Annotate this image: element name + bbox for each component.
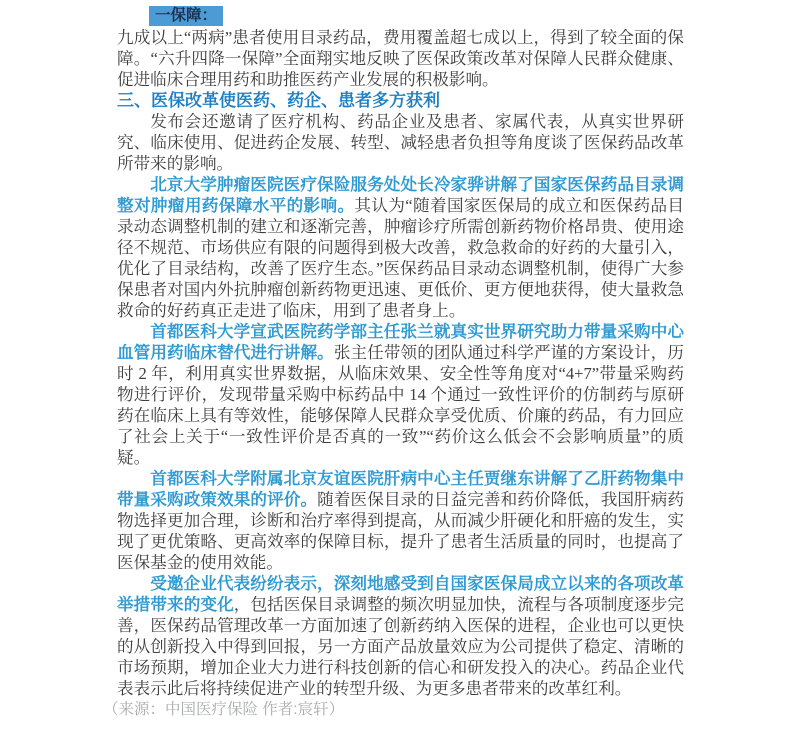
- paragraph-text: 九成以上“两病”患者使用目录药品，费用覆盖超七成以上，得到了较全面的保障。“六升四降一保障”全面翔实地反映了医保政策改革对保障人民群众健康、促进临床合理用药和助推医药产业发展的积极影响。: [117, 28, 684, 89]
- paragraph-xuanwu-hospital: [117, 321, 684, 468]
- paragraph-pku-cancer-hospital: [117, 174, 684, 321]
- highlight-badge-line: [117, 6, 684, 27]
- speaker-lead: 受邀企业代表纷纷表示，深刻地感受到自国家医保局成立以来的各项改革举措带来的变化: [117, 574, 684, 614]
- paragraph-text: 发布会还邀请了医疗机构、药品企业及患者、家属代表，从真实世界研究、临床使用、促进药企发展、转型、减轻患者负担等角度谈了医保药品改革所带来的影响。: [117, 112, 684, 173]
- paragraph-text: 张主任带领的团队通过科学严谨的方案设计，历时 2 年，利用真实世界数据，从临床效果、安全性等角度对“4+7”带量采购药物进行评价，发现带量采购中标药品中 14 个通过一致性评价的仿制药与原研药在临床上具有等效性，能够保障人民群众享受优质、价廉的药品，有力回应了社会上关于“一致性评价是否真的一致”“药价这么低会不会影响质量”的质疑。: [117, 343, 685, 467]
- paragraph-press-conference: [117, 111, 684, 174]
- paragraph-friendship-hospital: [117, 468, 684, 573]
- speaker-lead: 首都医科大学附属北京友谊医院肝病中心主任贾继东讲解了乙肝药物集中带量采购政策效果的评价。: [117, 469, 684, 509]
- paragraph-text: 随着医保目录的日益完善和药价降低，我国肝病药物选择更加合理，诊断和治疗率得到提高，从而减少肝硬化和肝癌的发生，实现了更优策略、更高效率的保障目标，提升了患者生活质量的同时，也提高了医保基金的使用效能。: [117, 490, 685, 572]
- source-line: （来源：中国医疗保险 作者:宸轩）: [103, 701, 345, 718]
- section-heading: 三、医保改革使医药、药企、患者多方获利: [117, 91, 440, 110]
- paragraph-text: ，包括医保目录调整的频次明显加快，流程与各项制度逐步完善，医保药品管理改革一方面加速了创新药纳入医保的进程，企业也可以更快的从创新投入中得到回报，另一方面产品放量效应为公司提供了稳定、清晰的市场预期，增加企业大力进行科技创新的信心和研发投入的决心。药品企业代表表示此后将持续促进产业的转型升级、为更多患者带来的改革红利。: [117, 595, 685, 698]
- paragraph-text: 其认为“随着国家医保局的成立和医保药品目录动态调整机制的建立和逐渐完善，肿瘤诊疗所需创新药物价格昂贵、使用途径不规范、市场供应有限的问题得到极大改善，救急救命的好药的大量引入，优化了目录结构，改善了医疗生态。”医保药品目录动态调整机制，使得广大参保患者对国内外抗肿瘤创新药物更迅速、更低价、更方便地获得，使大量救急救命的好药真正走进了临床，用到了患者身上。: [117, 196, 684, 320]
- intro-paragraph: [117, 27, 684, 90]
- speaker-lead: 北京大学肿瘤医院医疗保险服务处处长冷家骅讲解了国家医保药品目录调整对肿瘤用药保障水平的影响。: [117, 175, 684, 215]
- paragraph-enterprise-representatives: [117, 573, 684, 699]
- highlight-badge: 一保障：: [149, 6, 223, 26]
- speaker-lead: 首都医科大学宣武医院药学部主任张兰就真实世界研究助力带量采购中心血管用药临床替代进行讲解。: [117, 322, 684, 362]
